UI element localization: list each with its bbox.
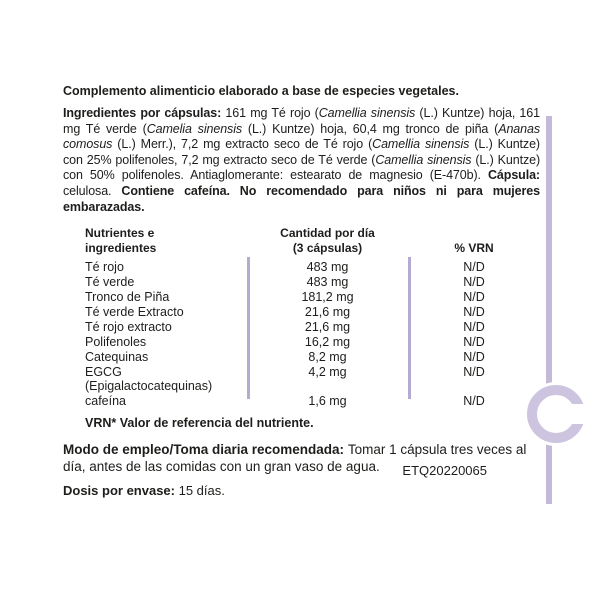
text-segment: Ananas comosus	[63, 121, 540, 152]
text-segment: Camellia sinensis	[318, 106, 416, 120]
text-segment: 15 días.	[178, 483, 225, 499]
text-segment: celulosa.	[63, 183, 122, 198]
table-header	[85, 226, 540, 255]
table-row	[85, 305, 540, 320]
table-cell-name: Té verde	[85, 275, 135, 290]
header-amount-line2: (3 cápsulas)	[292, 240, 363, 255]
table-cell-amount: 181,2 mg	[301, 289, 354, 304]
table-cell-amount: 8,2 mg	[308, 349, 347, 364]
table-cell-name: cafeína	[85, 394, 127, 409]
text-segment: Camellia sinensis	[375, 152, 472, 167]
label-content	[63, 84, 540, 498]
text-segment: (L.) Kuntze) hoja, 161 mg Té verde (	[63, 106, 540, 136]
text-segment: (L.) Kuntze) con 50% polifenoles. Antiaglomerante: estearato de magnesio (E-470b).	[63, 152, 541, 183]
intro-text: Complemento alimenticio elaborado a base de especies vegetales.	[63, 84, 459, 98]
table-cell-amount: 483 mg	[306, 275, 349, 290]
header-nutrients-line2: ingredientes	[85, 240, 157, 255]
table-cell-name: Polifenoles	[85, 334, 147, 349]
header-nutrients	[85, 226, 247, 255]
table-cell-amount: 4,2 mg	[308, 364, 347, 379]
text-segment: Camelia sinensis	[146, 121, 243, 136]
table-cell-vrn: N/D	[463, 260, 485, 275]
batch-code: ETQ20220065	[402, 463, 487, 479]
side-strip	[546, 116, 552, 504]
text-segment: Cápsula:	[488, 168, 540, 183]
table-cell-amount: 483 mg	[306, 260, 349, 275]
usage-section	[63, 441, 540, 479]
header-vrn: % VRN	[454, 240, 494, 255]
table-cell-vrn: N/D	[463, 349, 485, 364]
text-segment: 161 mg Té rojo (	[225, 106, 319, 120]
table-cell-name: Catequinas	[85, 349, 149, 364]
table-cell-amount: 21,6 mg	[304, 304, 351, 319]
text-segment: Tomar 1 cápsula tres veces al día, antes de las comidas con un gran vaso de agua.	[63, 442, 527, 475]
text-segment: Dosis por envase:	[63, 483, 179, 499]
header-nutrients-line1: Nutrientes e	[85, 226, 155, 241]
table-row	[85, 365, 540, 395]
table-row	[85, 335, 540, 350]
nutrition-rows	[85, 260, 540, 409]
table-cell-vrn: N/D	[463, 364, 485, 379]
text-segment: Modo de empleo/Toma diaria recomendada:	[63, 442, 348, 458]
header-amount	[247, 226, 408, 255]
table-cell-vrn: N/D	[463, 275, 485, 290]
table-row	[85, 260, 540, 275]
brand-c-icon-notch	[570, 404, 592, 424]
table-row	[85, 290, 540, 305]
table-cell-amount: 1,6 mg	[308, 394, 347, 409]
table-cell-vrn: N/D	[463, 394, 485, 409]
table-cell-vrn: N/D	[463, 319, 485, 334]
text-segment: (L.) Kuntze) hoja, 60,4 mg tronco de piña (	[242, 121, 499, 136]
table-cell-vrn: N/D	[463, 334, 485, 349]
table-cell-vrn: N/D	[463, 289, 485, 304]
vrn-note	[85, 416, 540, 430]
table-cell-amount: 21,6 mg	[304, 319, 351, 334]
table-cell-name: Té rojo	[85, 260, 124, 275]
table-row	[85, 350, 540, 365]
text-segment: Camellia sinensis	[372, 137, 470, 152]
nutrition-table	[63, 226, 540, 409]
text-segment: Contiene cafeína. No recomendado para niños ni para mujeres embarazadas.	[63, 183, 540, 214]
table-cell-name: Tronco de Piña	[85, 289, 170, 304]
table-cell-name: Té verde Extracto	[85, 304, 184, 319]
table-cell-name: Té rojo extracto	[85, 319, 172, 334]
table-row	[85, 320, 540, 335]
table-cell-vrn: N/D	[463, 304, 485, 319]
dose-per-pack	[63, 483, 540, 498]
text-segment: (L.) Merr.), 7,2 mg extracto seco de Té rojo (	[112, 137, 373, 152]
text-segment: Ingredientes por cápsulas:	[63, 106, 226, 120]
header-amount-line1: Cantidad por día	[280, 226, 375, 241]
table-cell-amount: 16,2 mg	[304, 334, 351, 349]
column-divider-2	[408, 257, 411, 399]
column-divider-1	[247, 257, 250, 399]
table-row	[85, 275, 540, 290]
ingredients-paragraph	[63, 106, 540, 215]
text-segment: VRN* Valor de referencia del nutriente.	[85, 416, 314, 431]
text-segment: (L.) Kuntze) con 25% polifenoles, 7,2 mg extracto seco de Té verde (	[63, 137, 540, 167]
table-cell-name: EGCG (Epigalactocatequinas)	[85, 364, 213, 394]
table-row	[85, 394, 540, 409]
